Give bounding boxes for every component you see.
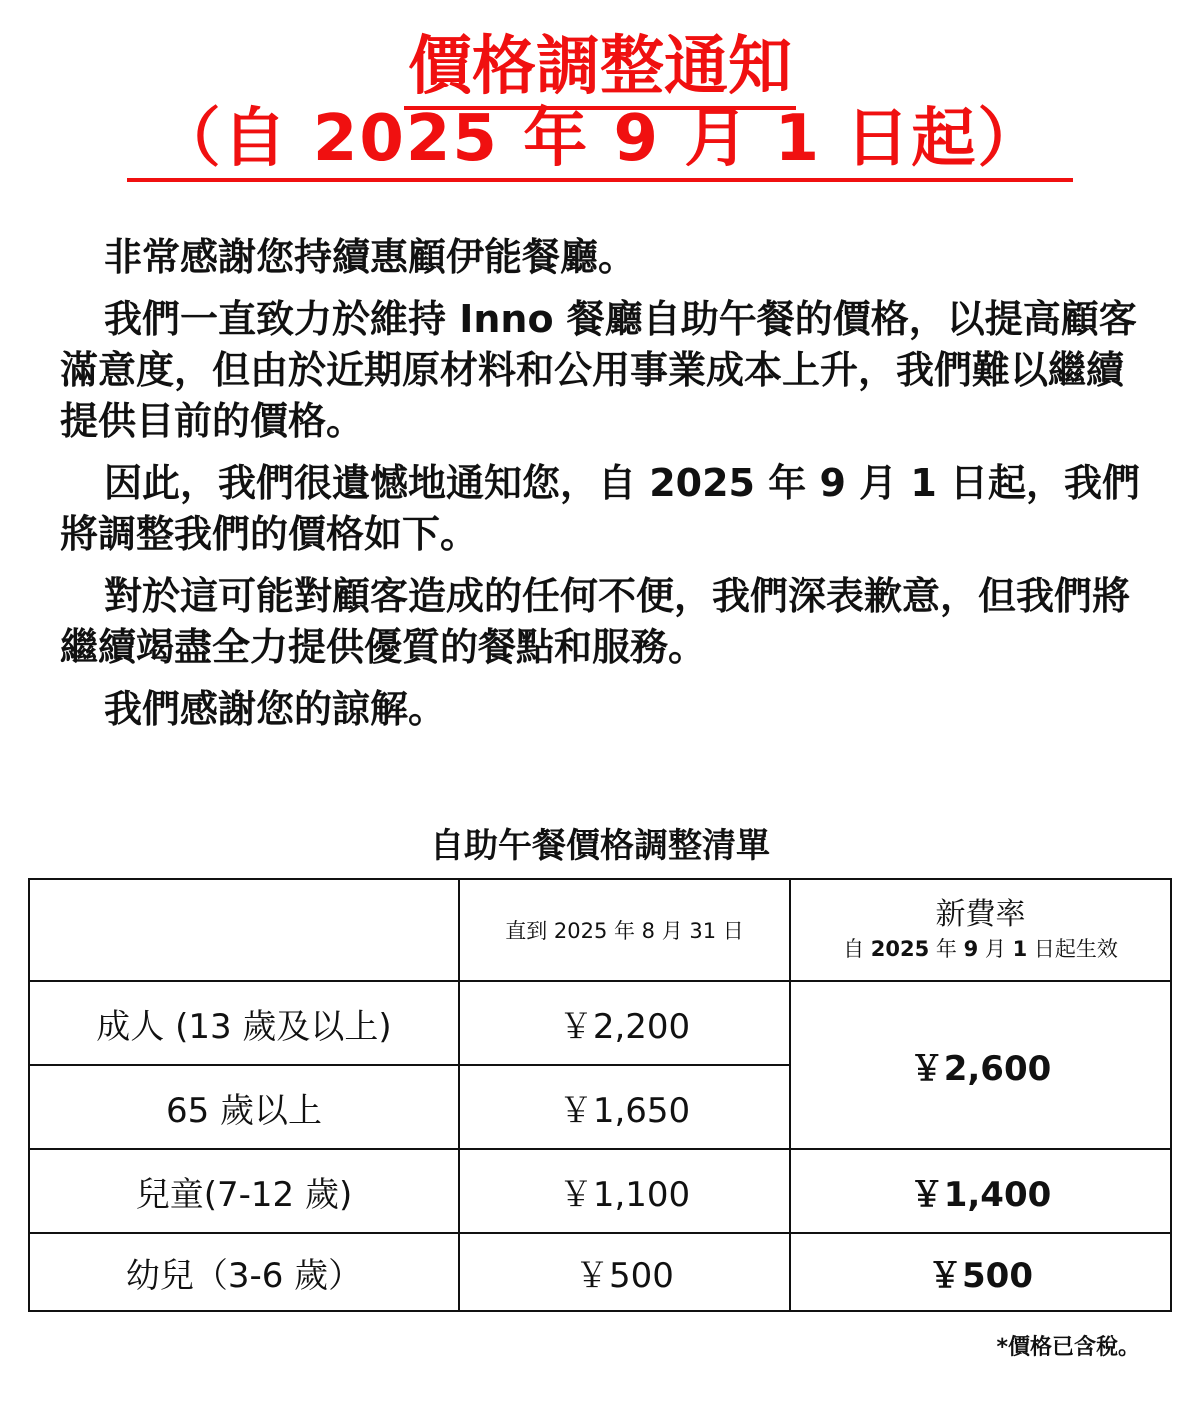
table-row	[29, 981, 1171, 1065]
row-new-price: ￥1,400	[790, 1149, 1171, 1233]
row-category: 兒童(7-12 歲)	[29, 1149, 459, 1233]
table-header-row	[29, 879, 1171, 981]
header-new-price-label: 新費率	[935, 897, 1026, 932]
notice-subtitle-text: （自 2025 年 9 月 1 日起）	[127, 102, 1074, 182]
price-table	[28, 878, 1172, 1312]
notice-title-text: 價格調整通知	[404, 30, 796, 110]
header-old-price: 直到 2025 年 8 月 31 日	[459, 879, 790, 981]
paragraph-adjustment: 因此，我們很遺憾地通知您，自 2025 年 9 月 1 日起，我們將調整我們的價格如下。	[60, 461, 1141, 556]
row-category: 65 歲以上	[29, 1065, 459, 1149]
row-category: 幼兒（3-6 歲）	[29, 1233, 459, 1311]
paragraph-apology: 對於這可能對顧客造成的任何不便，我們深表歉意，但我們將繼續竭盡全力提供優質的餐點和服務。	[60, 574, 1131, 669]
row-old-price: ￥500	[459, 1233, 790, 1311]
price-table-title: 自助午餐價格調整清單	[430, 826, 770, 866]
header-empty-cell	[29, 879, 459, 981]
header-new-price-effective: 自 2025 年 9 月 1 日起生效	[843, 937, 1118, 961]
notice-body	[60, 232, 1150, 746]
row-new-price: ￥500	[790, 1233, 1171, 1311]
notice-title	[0, 32, 1200, 102]
tax-note: *價格已含稅。	[996, 1335, 1140, 1360]
header-new-price	[790, 879, 1171, 981]
table-row	[29, 1233, 1171, 1311]
paragraph-thanks: 非常感謝您持續惠顧伊能餐廳。	[104, 235, 637, 279]
row-new-price: ￥2,600	[790, 981, 1171, 1149]
paragraph-understanding: 我們感謝您的諒解。	[104, 687, 447, 731]
paragraph-reason: 我們一直致力於維持 Inno 餐廳自助午餐的價格，以提高顧客滿意度，但由於近期原材料和公用事業成本上升，我們難以繼續提供目前的價格。	[60, 297, 1137, 443]
row-old-price: ￥1,650	[459, 1065, 790, 1149]
row-old-price: ￥1,100	[459, 1149, 790, 1233]
row-category: 成人 (13 歲及以上)	[29, 981, 459, 1065]
table-row	[29, 1149, 1171, 1233]
notice-subtitle	[0, 104, 1200, 174]
row-old-price: ￥2,200	[459, 981, 790, 1065]
